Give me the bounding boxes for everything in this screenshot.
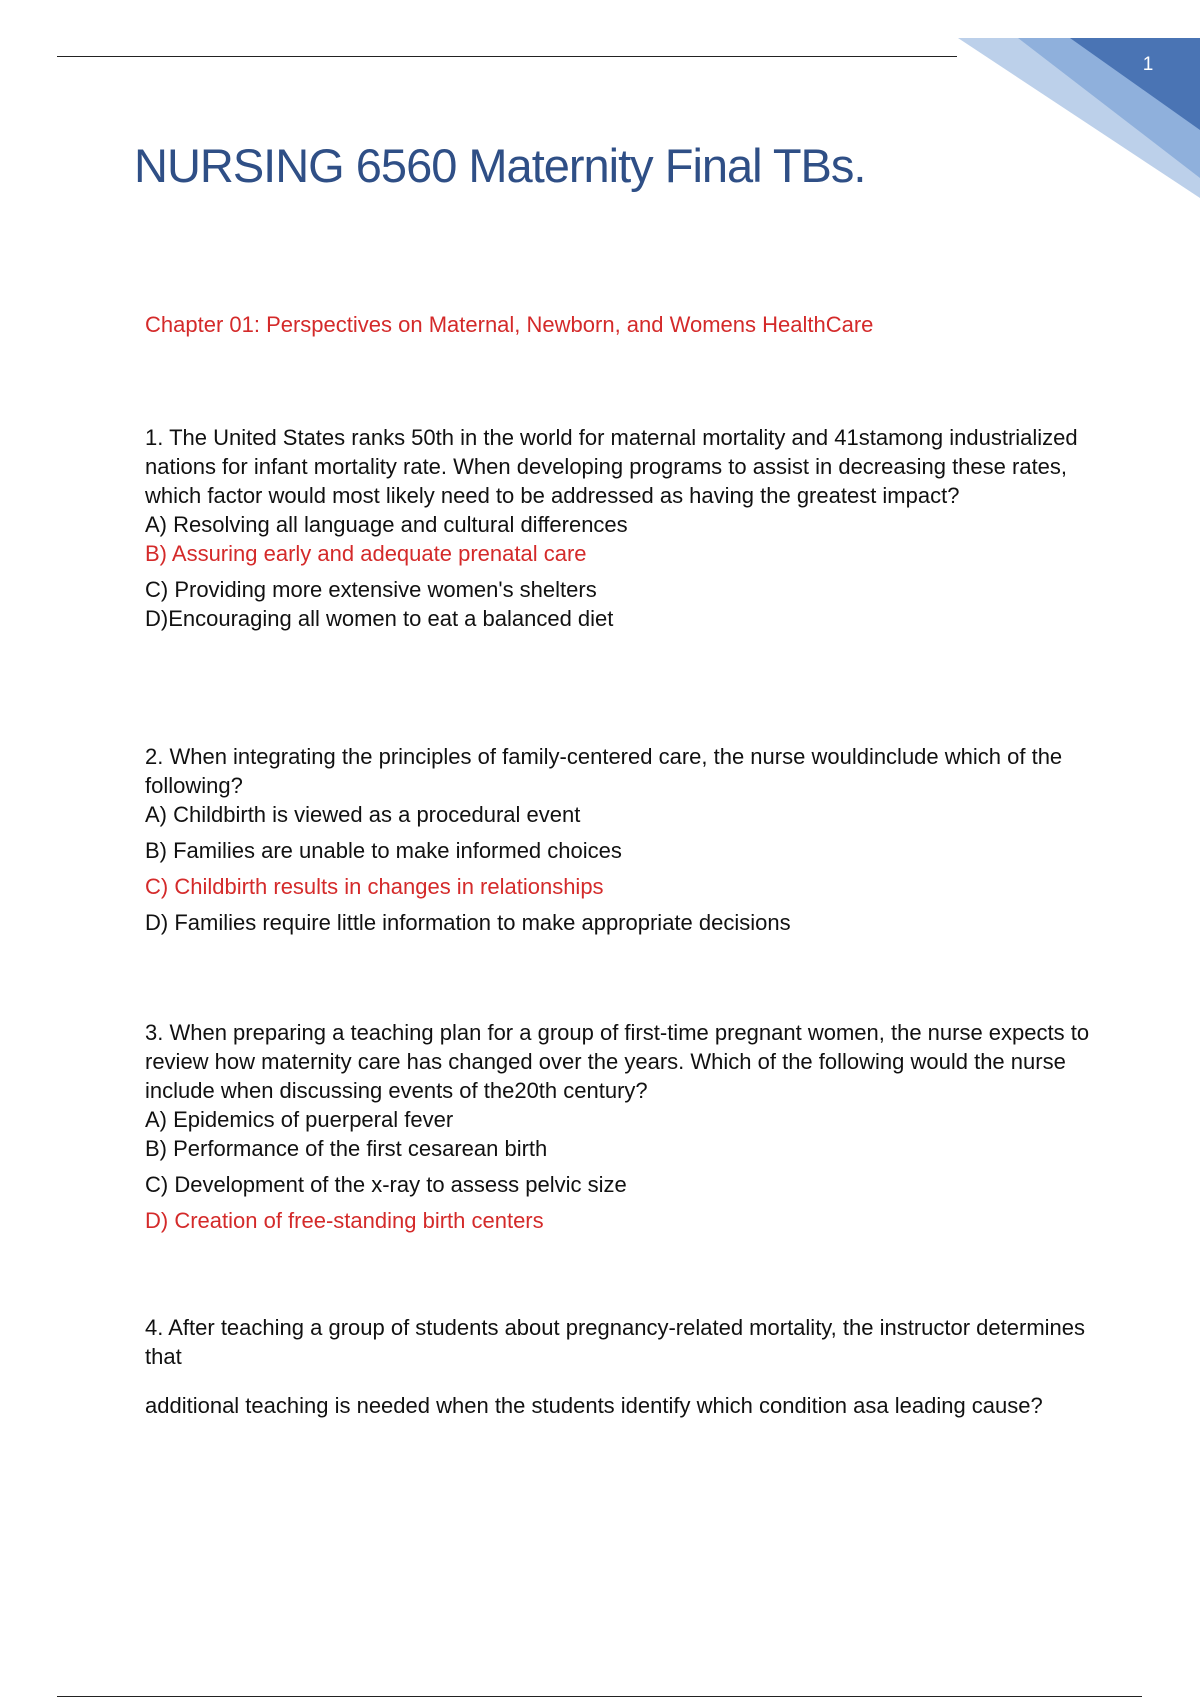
header-rule <box>57 56 957 57</box>
page-number: 1 <box>1142 54 1154 75</box>
question-stem: 4. After teaching a group of students about pregnancy-related mortality, the instructor determines that <box>145 1315 1086 1369</box>
question-4 <box>145 1313 1095 1424</box>
option-c: C) Development of the x-ray to assess pelvic size <box>145 1172 627 1197</box>
question-3 <box>145 1018 1095 1235</box>
chapter-heading: Chapter 01: Perspectives on Maternal, Newborn, and Womens HealthCare <box>145 312 874 337</box>
option-d: D) Families require little information to make appropriate decisions <box>145 910 791 935</box>
option-c: C) Providing more extensive women's shelters <box>145 577 597 602</box>
document-title: NURSING 6560 Maternity Final TBs. <box>134 139 866 192</box>
question-2 <box>145 742 1095 937</box>
option-d: D)Encouraging all women to eat a balanced diet <box>145 606 614 631</box>
question-stem: 2. When integrating the principles of family-centered care, the nurse wouldinclude which of the following? <box>145 744 1063 798</box>
question-stem: 3. When preparing a teaching plan for a group of first-time pregnant women, the nurse expects to review how maternity care has changed over the years. Which of the following would the nurse include when discussing events of the20th century? <box>145 1020 1090 1103</box>
option-c-correct-answer: C) Childbirth results in changes in relationships <box>145 874 604 899</box>
option-d-correct-answer: D) Creation of free-standing birth centers <box>145 1208 544 1233</box>
option-b: B) Families are unable to make informed choices <box>145 838 622 863</box>
option-b-correct-answer: B) Assuring early and adequate prenatal care <box>145 541 587 566</box>
option-a: A) Resolving all language and cultural differences <box>145 512 628 537</box>
option-a: A) Childbirth is viewed as a procedural event <box>145 802 581 827</box>
question-stem-continued: additional teaching is needed when the students identify which condition asa leading cause? <box>145 1393 1043 1418</box>
footer-rule <box>57 1696 1142 1697</box>
option-b: B) Performance of the first cesarean birth <box>145 1136 548 1161</box>
question-1 <box>145 423 1095 633</box>
option-a: A) Epidemics of puerperal fever <box>145 1107 454 1132</box>
question-stem: 1. The United States ranks 50th in the world for maternal mortality and 41stamong industrialized nations for infant mortality rate. When developing programs to assist in decreasing these rates, which factor would most likely need to be addressed as having the greatest impact? <box>145 425 1078 508</box>
